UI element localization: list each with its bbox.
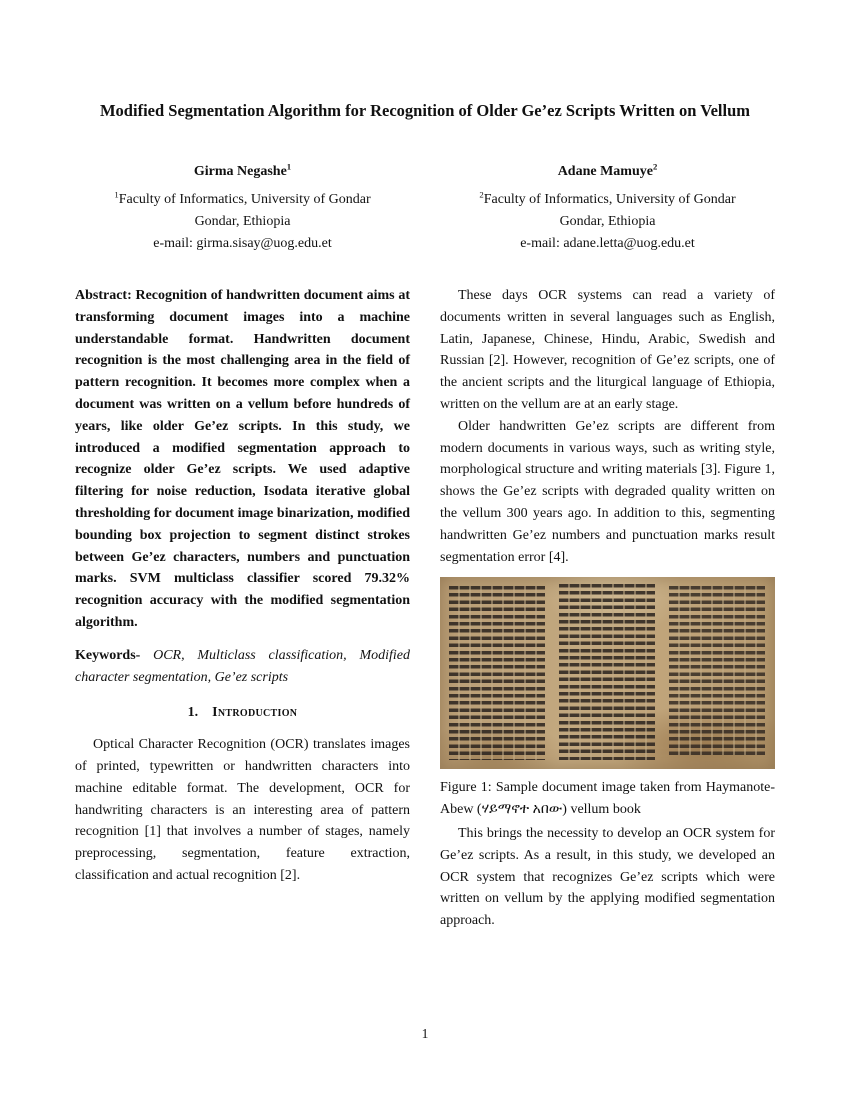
- paper-title: Modified Segmentation Algorithm for Recognition of Older Ge’ez Scripts Written on Vellum: [99, 101, 751, 120]
- section-title: Introduction: [212, 705, 298, 721]
- abstract-paragraph: Abstract: Recognition of handwritten document aims at transforming document images into a machine understandable format. Handwritten document recognition is the most challenging area in the field of pattern recognition. It becomes more complex when a document was written on a vellum before hundreds of years, like older Ge’ez scripts. In this study, we introduced a modified segmentation approach to recognize older Ge’ez scripts. We used adaptive filtering for noise reduction, Isodata iterative global thresholding for document image binarization, modified bounding box projection to segment distinct strokes between Ge’ez characters, numbers and punctuation marks. SVM multiclass classifier scored 79.32% recognition accuracy with the modified segmentation algorithm.: [75, 288, 410, 630]
- left-column: [75, 285, 410, 887]
- affiliation-text: Faculty of Informatics, University of Gondar: [483, 192, 736, 207]
- keywords-text: OCR, Multiclass classification, Modified character segmentation, Ge’ez scripts: [75, 647, 410, 685]
- author-affiliation-1: [75, 189, 410, 211]
- author-name-text: Adane Mamuye: [557, 164, 653, 179]
- affiliation-sup: 1: [114, 189, 119, 200]
- figure1-manuscript-column-2: [559, 584, 654, 760]
- author-name-2: [440, 161, 775, 183]
- section-heading-introduction: [75, 702, 410, 724]
- keywords-paragraph: [75, 645, 410, 689]
- author-email-2: e-mail: adane.letta@uog.edu.et: [520, 236, 695, 251]
- figure1-caption: Figure 1: Sample document image taken from Haymanote-Abew (ሃይማኖተ አበው) vellum book: [440, 780, 775, 818]
- affiliation-text: Faculty of Informatics, University of Gondar: [118, 192, 371, 207]
- author-city-2: Gondar, Ethiopia: [559, 214, 656, 229]
- figure1-manuscript-column-1: [449, 586, 544, 760]
- author-city-1: Gondar, Ethiopia: [194, 214, 291, 229]
- body-paragraph-1: These days OCR systems can read a variety of documents written in several languages such as English, Latin, Japanese, Chinese, Hindu, Arabic, Swedish and Russian [2]. However, recognition of Ge’ez scripts, one of the ancient scripts and the liturgical language of Ethiopia, written on the vellum are at an early stage.: [440, 288, 775, 412]
- figure1-image: [440, 577, 775, 769]
- body-paragraph-3: This brings the necessity to develop an OCR system for Ge’ez scripts. As a result, in this study, we developed an OCR system that recognizes Ge’ez scripts which were written on vellum by the applying modified segmentation approach.: [440, 825, 775, 929]
- figure1-manuscript-column-3: [669, 586, 764, 755]
- section-number: 1.: [187, 705, 199, 721]
- two-column-body: [75, 285, 775, 932]
- author-block-1: [75, 161, 410, 255]
- author-email-1: e-mail: girma.sisay@uog.edu.et: [153, 236, 332, 251]
- page-number: 1: [421, 1026, 429, 1041]
- affiliation-sup: 2: [479, 189, 484, 200]
- right-column: [440, 285, 775, 932]
- keywords-label: Keywords-: [75, 647, 141, 663]
- author-name-text: Girma Negashe: [193, 164, 287, 179]
- author-name-sup: 2: [652, 161, 658, 172]
- intro-paragraph: Optical Character Recognition (OCR) translates images of printed, typewritten or handwritten characters into machine editable format. The development, OCR for handwriting characters is an interesting area of pattern recognition [1] that involves a number of stages, namely preprocessing, segmentation, feature extraction, classification and actual recognition [2].: [75, 737, 410, 883]
- author-affiliation-2: [440, 189, 775, 211]
- authors-row: [75, 161, 775, 255]
- body-paragraph-2: Older handwritten Ge’ez scripts are different from modern documents in various ways, such as writing style, morphological structure and writing materials [3]. Figure 1, shows the Ge’ez scripts with degraded quality written on the vellum 300 years ago. In addition to this, segmenting handwritten Ge’ez numbers and punctuation marks result segmentation error [4].: [440, 418, 775, 565]
- author-block-2: [440, 161, 775, 255]
- author-name-sup: 1: [286, 161, 292, 172]
- author-name-1: [75, 161, 410, 183]
